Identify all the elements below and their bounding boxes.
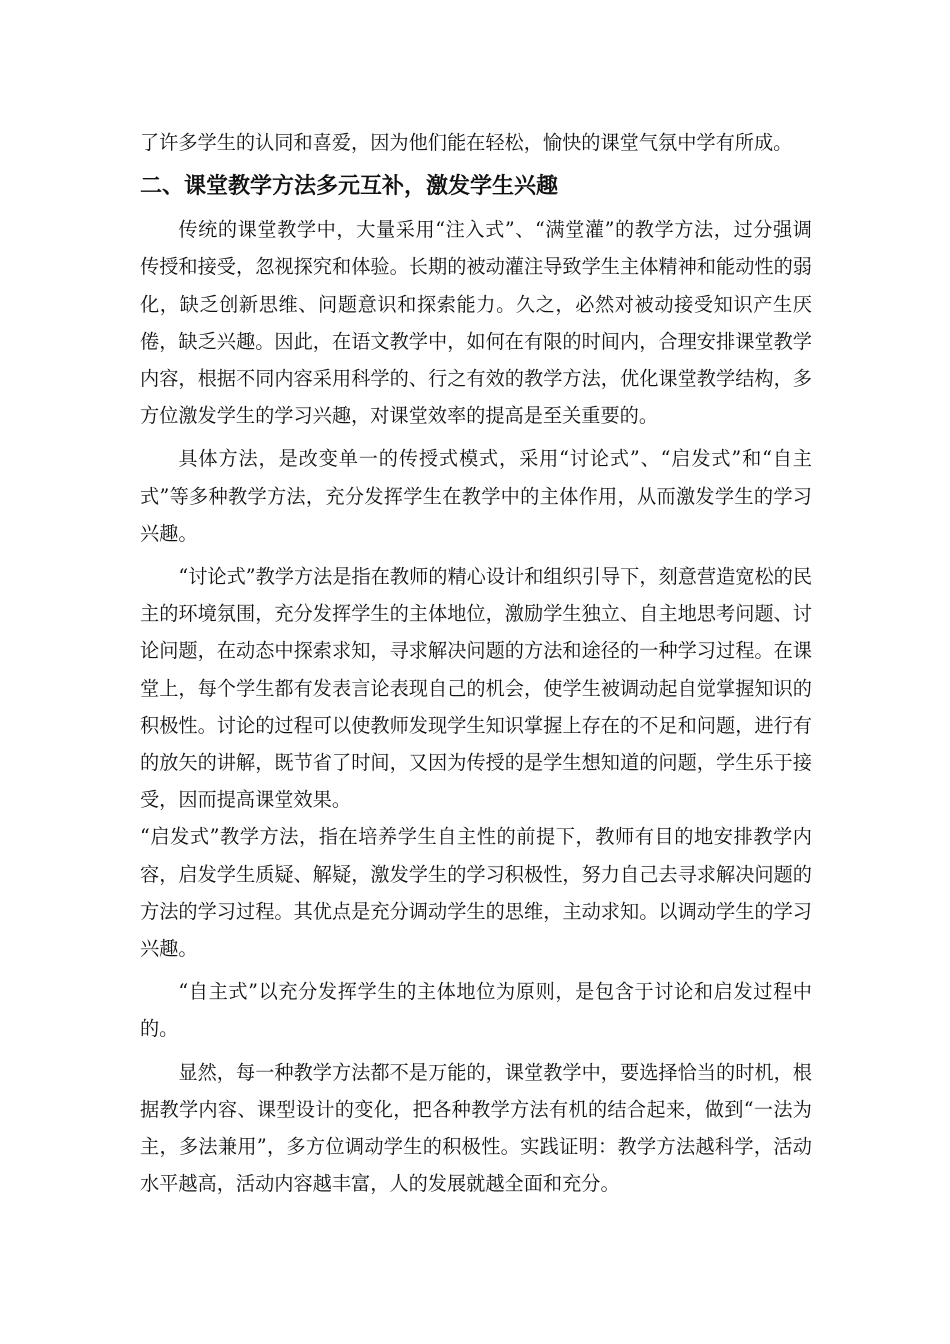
paragraph-discussion-method: “讨论式”教学方法是指在教师的精心设计和组织引导下，刻意营造宽松的民主的环境氛围，充分发挥学生的主体地位，激励学生独立、自主地思考问题、讨论问题，在动态中探索求知，寻求解决问题的方法和途径的一种学习过程。在课堂上，每个学生都有发表言论表现自己的机会，使学生被调动起自觉掌握知识的积极性。讨论的过程可以使教师发现学生知识掌握上存在的不足和问题，进行有的放矢的讲解，既节省了时间，又因为传授的是学生想知道的问题，学生乐于接受，因而提高课堂效果。 bbox=[140, 565, 813, 812]
paragraph-traditional-teaching: 传统的课堂教学中，大量采用“注入式”、“满堂灌”的教学方法，过分强调传授和接受，忽视探究和体验。长期的被动灌注导致学生主体精神和能动性的弱化，缺乏创新思维、问题意识和探索能力。久之，必然对被动接受知识产生厌倦，缺乏兴趣。因此，在语文教学中，如何在有限的时间内，合理安排课堂教学内容，根据不同内容采用科学的、行之有效的教学方法，优化课堂教学结构，多方位激发学生的学习兴趣，对课堂效率的提高是至关重要的。 bbox=[140, 218, 812, 428]
section-heading: 二、课堂教学方法多元互补，激发学生兴趣 bbox=[140, 174, 559, 200]
intro-paragraph-tail: 了许多学生的认同和喜爱，因为他们能在轻松，愉快的课堂气氛中学有所成。 bbox=[140, 131, 793, 154]
paragraph-autonomous-method: “自主式”以充分发挥学生的主体地位为原则，是包含于讨论和启发过程中的。 bbox=[140, 980, 812, 1041]
paragraph-heuristic-method: “启发式”教学方法，指在培养学生自主性的前提下，教师有目的地安排教学内容，启发学生质疑、解疑，激发学生的学习积极性，努力自己去寻求解决问题的方法的学习过程。其优点是充分调动学生的思维，主动求知。以调动学生的学习兴趣。 bbox=[140, 825, 812, 961]
paragraph-specific-methods: 具体方法，是改变单一的传授式模式，采用“讨论式”、“启发式”和“自主式”等多种教学方法，充分发挥学生在教学中的主体作用，从而激发学生的学习兴趣。 bbox=[140, 447, 812, 545]
paragraph-conclusion: 显然，每一种教学方法都不是万能的，课堂教学中，要选择恰当的时机，根据教学内容、课型设计的变化，把各种教学方法有机的结合起来，做到“一法为主，多法兼用”，多方位调动学生的积极性。实践证明：教学方法越科学，活动水平越高，活动内容越丰富，人的发展就越全面和充分。 bbox=[140, 1060, 812, 1196]
document-page bbox=[140, 124, 812, 1202]
